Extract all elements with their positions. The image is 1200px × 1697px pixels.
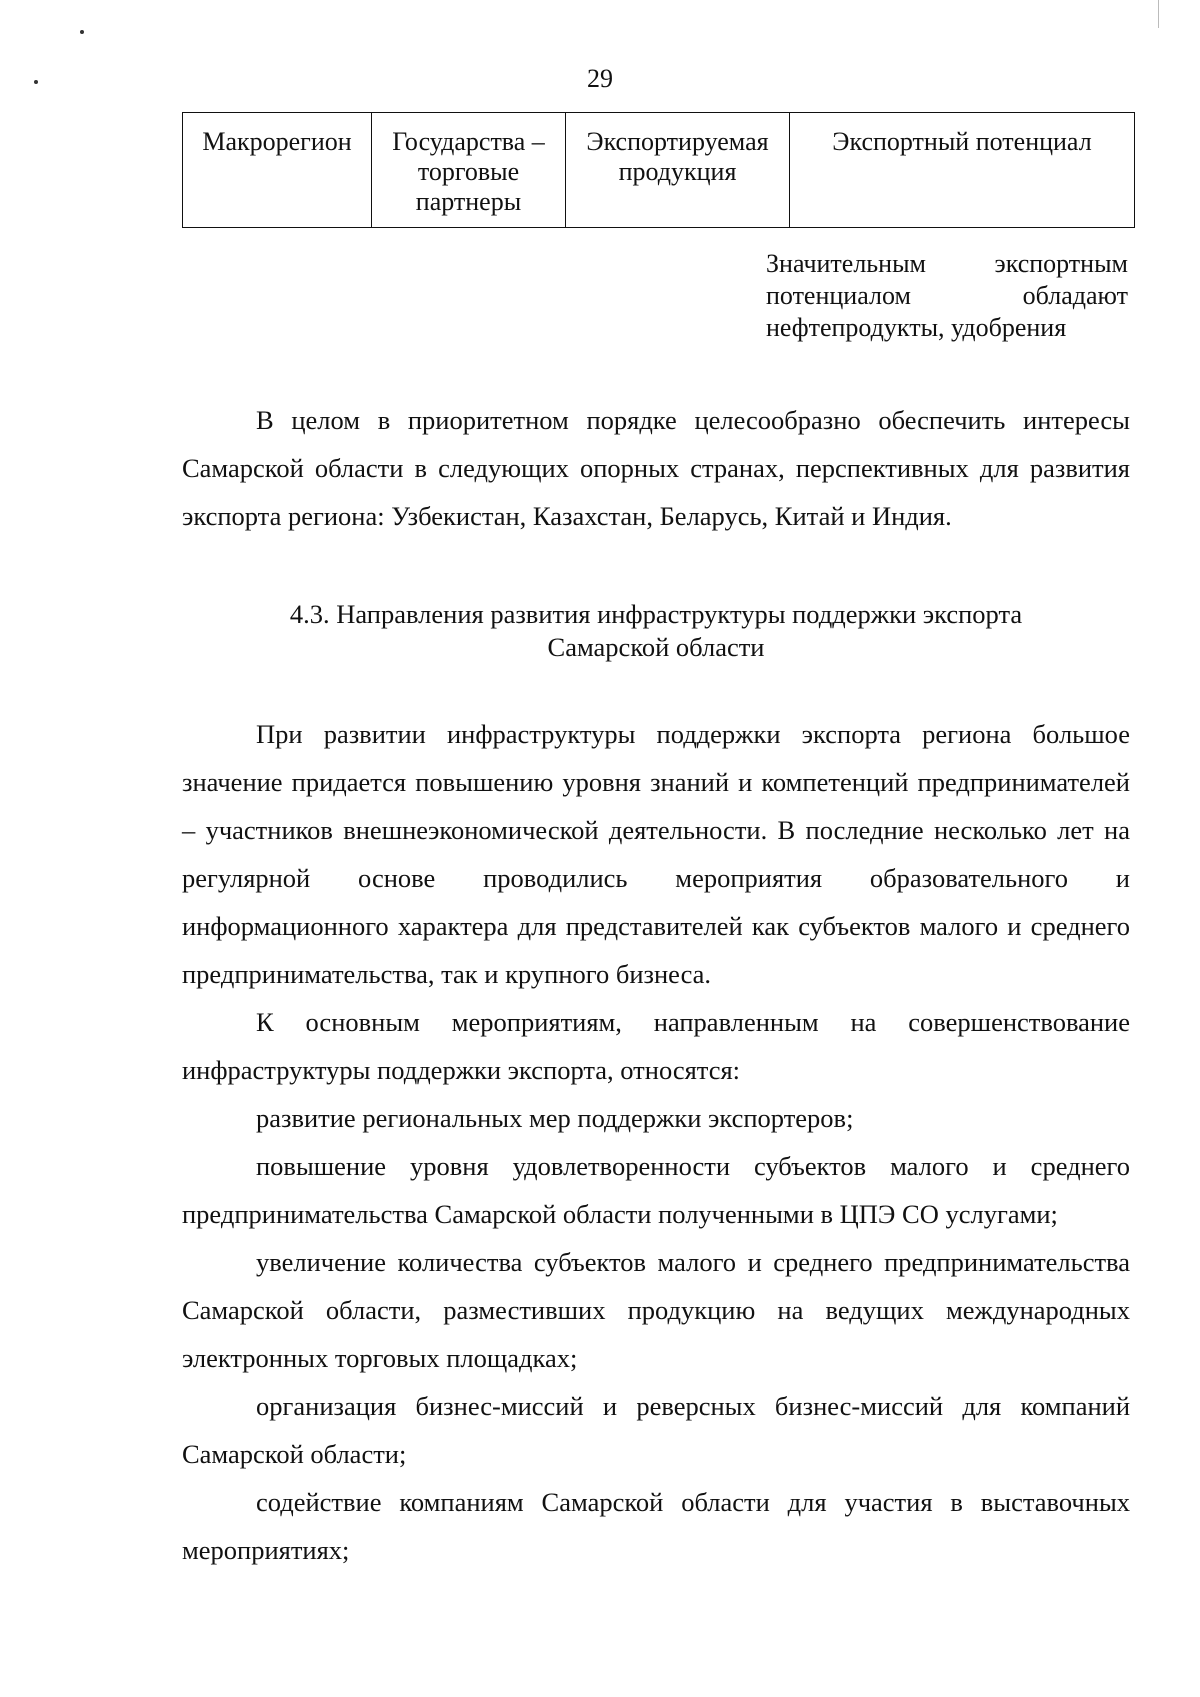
section-heading-line-1: 4.3. Направления развития инфраструктуры поддержки экспорта	[289, 599, 1023, 629]
list-item: развитие региональных мер поддержки экспортеров;	[256, 1103, 854, 1133]
table-continuation-cell: Значительным экспортным потенциалом обладают нефтепродукты, удобрения	[766, 249, 1128, 342]
section-heading-line-2: Самарской области	[547, 632, 765, 662]
scan-mark	[1158, 0, 1159, 28]
table-header-row	[183, 113, 1135, 228]
paragraph: К основным мероприятиям, направленным на совершенствование инфраструктуры поддержки экспорта, относятся:	[182, 1007, 1130, 1085]
scan-dot	[80, 30, 84, 34]
list-item: организация бизнес-миссий и реверсных бизнес-миссий для компаний Самарской области;	[182, 1391, 1130, 1469]
intro-paragraph-block	[182, 396, 1130, 540]
list-item: повышение уровня удовлетворенности субъектов малого и среднего предпринимательства Самарской области полученными в ЦПЭ СО услугами;	[182, 1151, 1130, 1229]
list-item: увеличение количества субъектов малого и среднего предпринимательства Самарской области, разместивших продукцию на ведущих международных электронных торговых площадках;	[182, 1247, 1130, 1373]
body-text	[182, 710, 1130, 1574]
section-heading	[182, 598, 1130, 664]
intro-paragraph: В целом в приоритетном порядке целесообразно обеспечить интересы Самарской области в следующих опорных странах, перспективных для развития экспорта региона: Узбекистан, Казахстан, Беларусь, Китай и Индия.	[182, 405, 1130, 531]
col-header-exported-products: Экспортируемая продукция	[566, 113, 790, 228]
col-header-export-potential: Экспортный потенциал	[790, 113, 1135, 228]
col-header-macroregion: Макрорегион	[183, 113, 372, 228]
col-header-partner-states: Государства – торговые партнеры	[372, 113, 566, 228]
list-item: содействие компаниям Самарской области для участия в выставочных мероприятиях;	[182, 1487, 1130, 1565]
page-number: 29	[587, 64, 613, 93]
paragraph: При развитии инфраструктуры поддержки экспорта региона большое значение придается повышению уровня знаний и компетенций предпринимателей – участников внешнеэкономической деятельности. В последние несколько лет на регулярной основе проводились мероприятия образовательного и информационного характера для представителей как субъектов малого и среднего предпринимательства, так и крупного бизнеса.	[182, 719, 1130, 989]
export-table-header	[182, 112, 1135, 228]
